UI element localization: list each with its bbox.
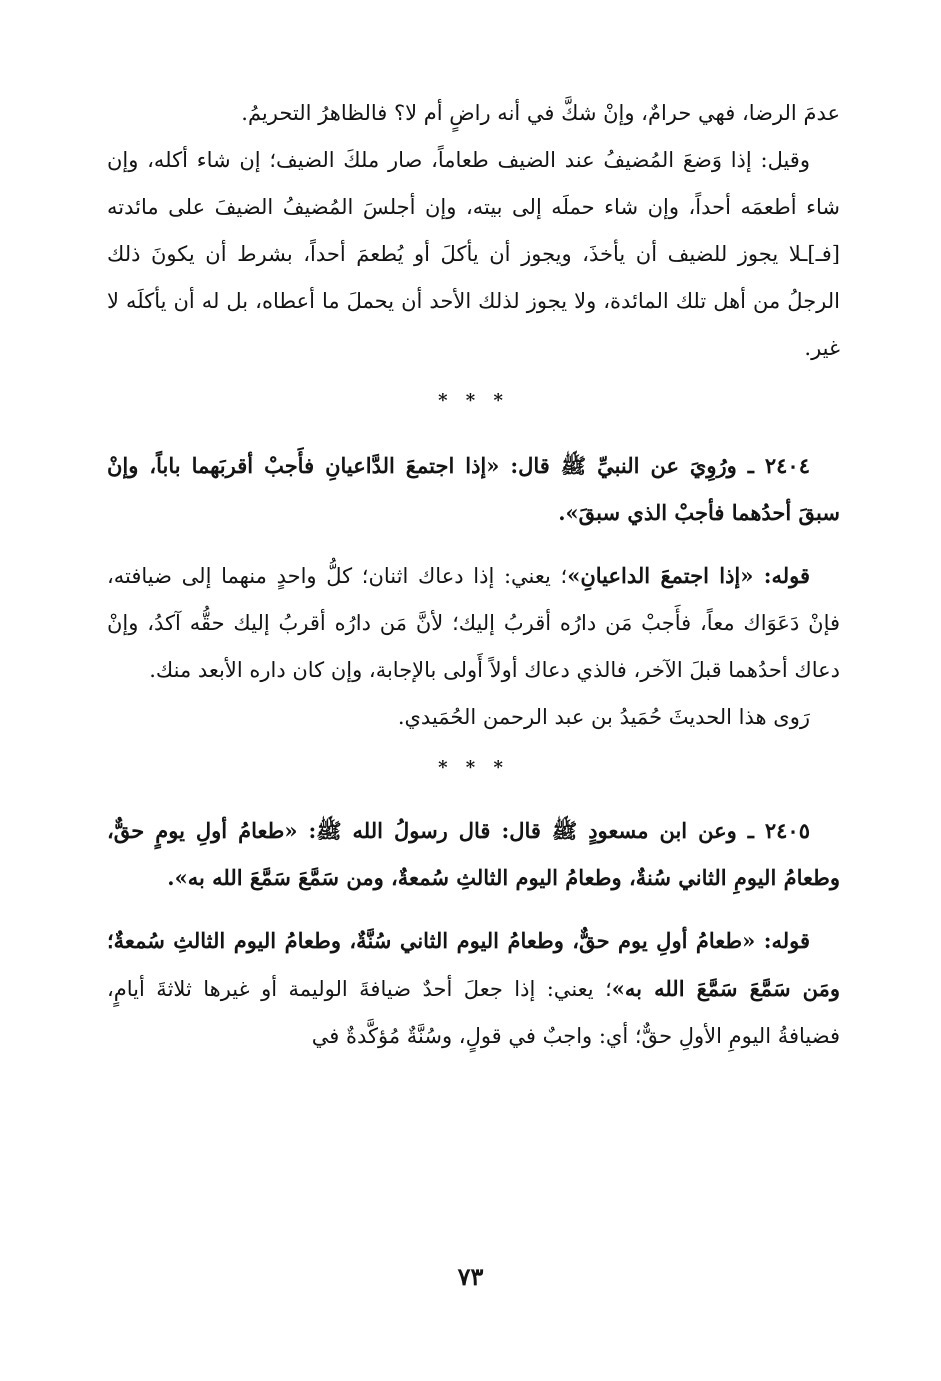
page-number: ٧٣ xyxy=(457,1262,484,1291)
commentary-quote-label: قوله: «إذا اجتمعَ الداعيانِ» xyxy=(567,563,811,588)
paragraph-qeel: وقيل: إذا وَضعَ المُضيفُ عند الضيف طعاماً، صار ملكَ الضيف؛ إن شاء أكله، وإن شاء أطعمَه أحداً، وإن شاء حملَه إلى بيته، وإن أجلسَ المُضيفُ الضيفَ على مائدته [فـ]ـلا يجوز للضيف أن يأخذَ، ويجوز أن يأكلَ أو يُطعمَ أحداً، بشرط أن يكونَ ذلك الرجلُ من أهل تلك المائدة، ولا يجوز لذلك الأحد أن يحملَ ما أعطاه، بل له أن يأكلَه لا غير. xyxy=(107,148,840,360)
hadith-2404: ٢٤٠٤ ـ ورُوِيَ عن النبيِّ ﷺ قال: «إذا اجتمعَ الدَّاعيانِ فأَجبْ أقربَهما باباً، وإنْ سبقَ أحدُهما فأجبْ الذي سبقَ». xyxy=(107,453,840,525)
commentary-quote-label: قوله: «طعامُ أولِ يوم حقٌّ، وطعامُ اليوم الثاني سُنَّةٌ، وطعامُ اليوم الثالثِ سُمعةٌ؛ ومَن سَمَّعَ سَمَّعَ الله به» xyxy=(107,928,840,1001)
section-separator: * * * xyxy=(438,757,509,778)
paragraph-continuation: عدمَ الرضا، فهي حرامٌ، وإنْ شكَّ في أنه راضٍ أم لا؟ فالظاهرُ التحريمُ. xyxy=(241,101,840,125)
narration-note: رَوى هذا الحديثَ حُمَيدُ بن عبد الرحمن الحُمَيدي. xyxy=(397,705,810,729)
commentary-text: ؛ يعني: إذا جعلَ أحدٌ ضيافةَ الوليمة أو غيرها ثلاثةَ أيامٍ، فضيافةُ اليومِ الأولِ حقٌّ؛ أي: واجبٌ في قولٍ، وسُنَّةٌ مُؤكَّدةٌ في xyxy=(107,977,840,1048)
commentary-text: ؛ يعني: إذا دعاك اثنان؛ كلُّ واحدٍ منهما إلى ضيافته، فإنْ دَعَوَاك معاً، فأَجبْ مَن دارُه أقربُ إليك؛ لأنَّ مَن دارُه أقربُ إليك حقُّه آكدُ، وإنْ دعاك أحدُهما قبلَ الآخر، فالذي دعاك أولاً أَولى بالإجابة، وإن كان داره الأبعد منك. xyxy=(107,564,840,682)
commentary-2405 xyxy=(107,917,840,1060)
commentary-2404 xyxy=(107,552,840,694)
section-separator: * * * xyxy=(438,390,509,411)
hadith-2405: ٢٤٠٥ ـ وعن ابن مسعودٍ ﷺ قال: قال رسولُ الله ﷺ: «طعامُ أولِ يومٍ حقٌّ، وطعامُ اليومِ الثاني سُنةٌ، وطعامُ اليوم الثالثِ سُمعةٌ، ومن سَمَّعَ سَمَّعَ الله به». xyxy=(107,818,840,890)
page-body xyxy=(107,90,840,1060)
